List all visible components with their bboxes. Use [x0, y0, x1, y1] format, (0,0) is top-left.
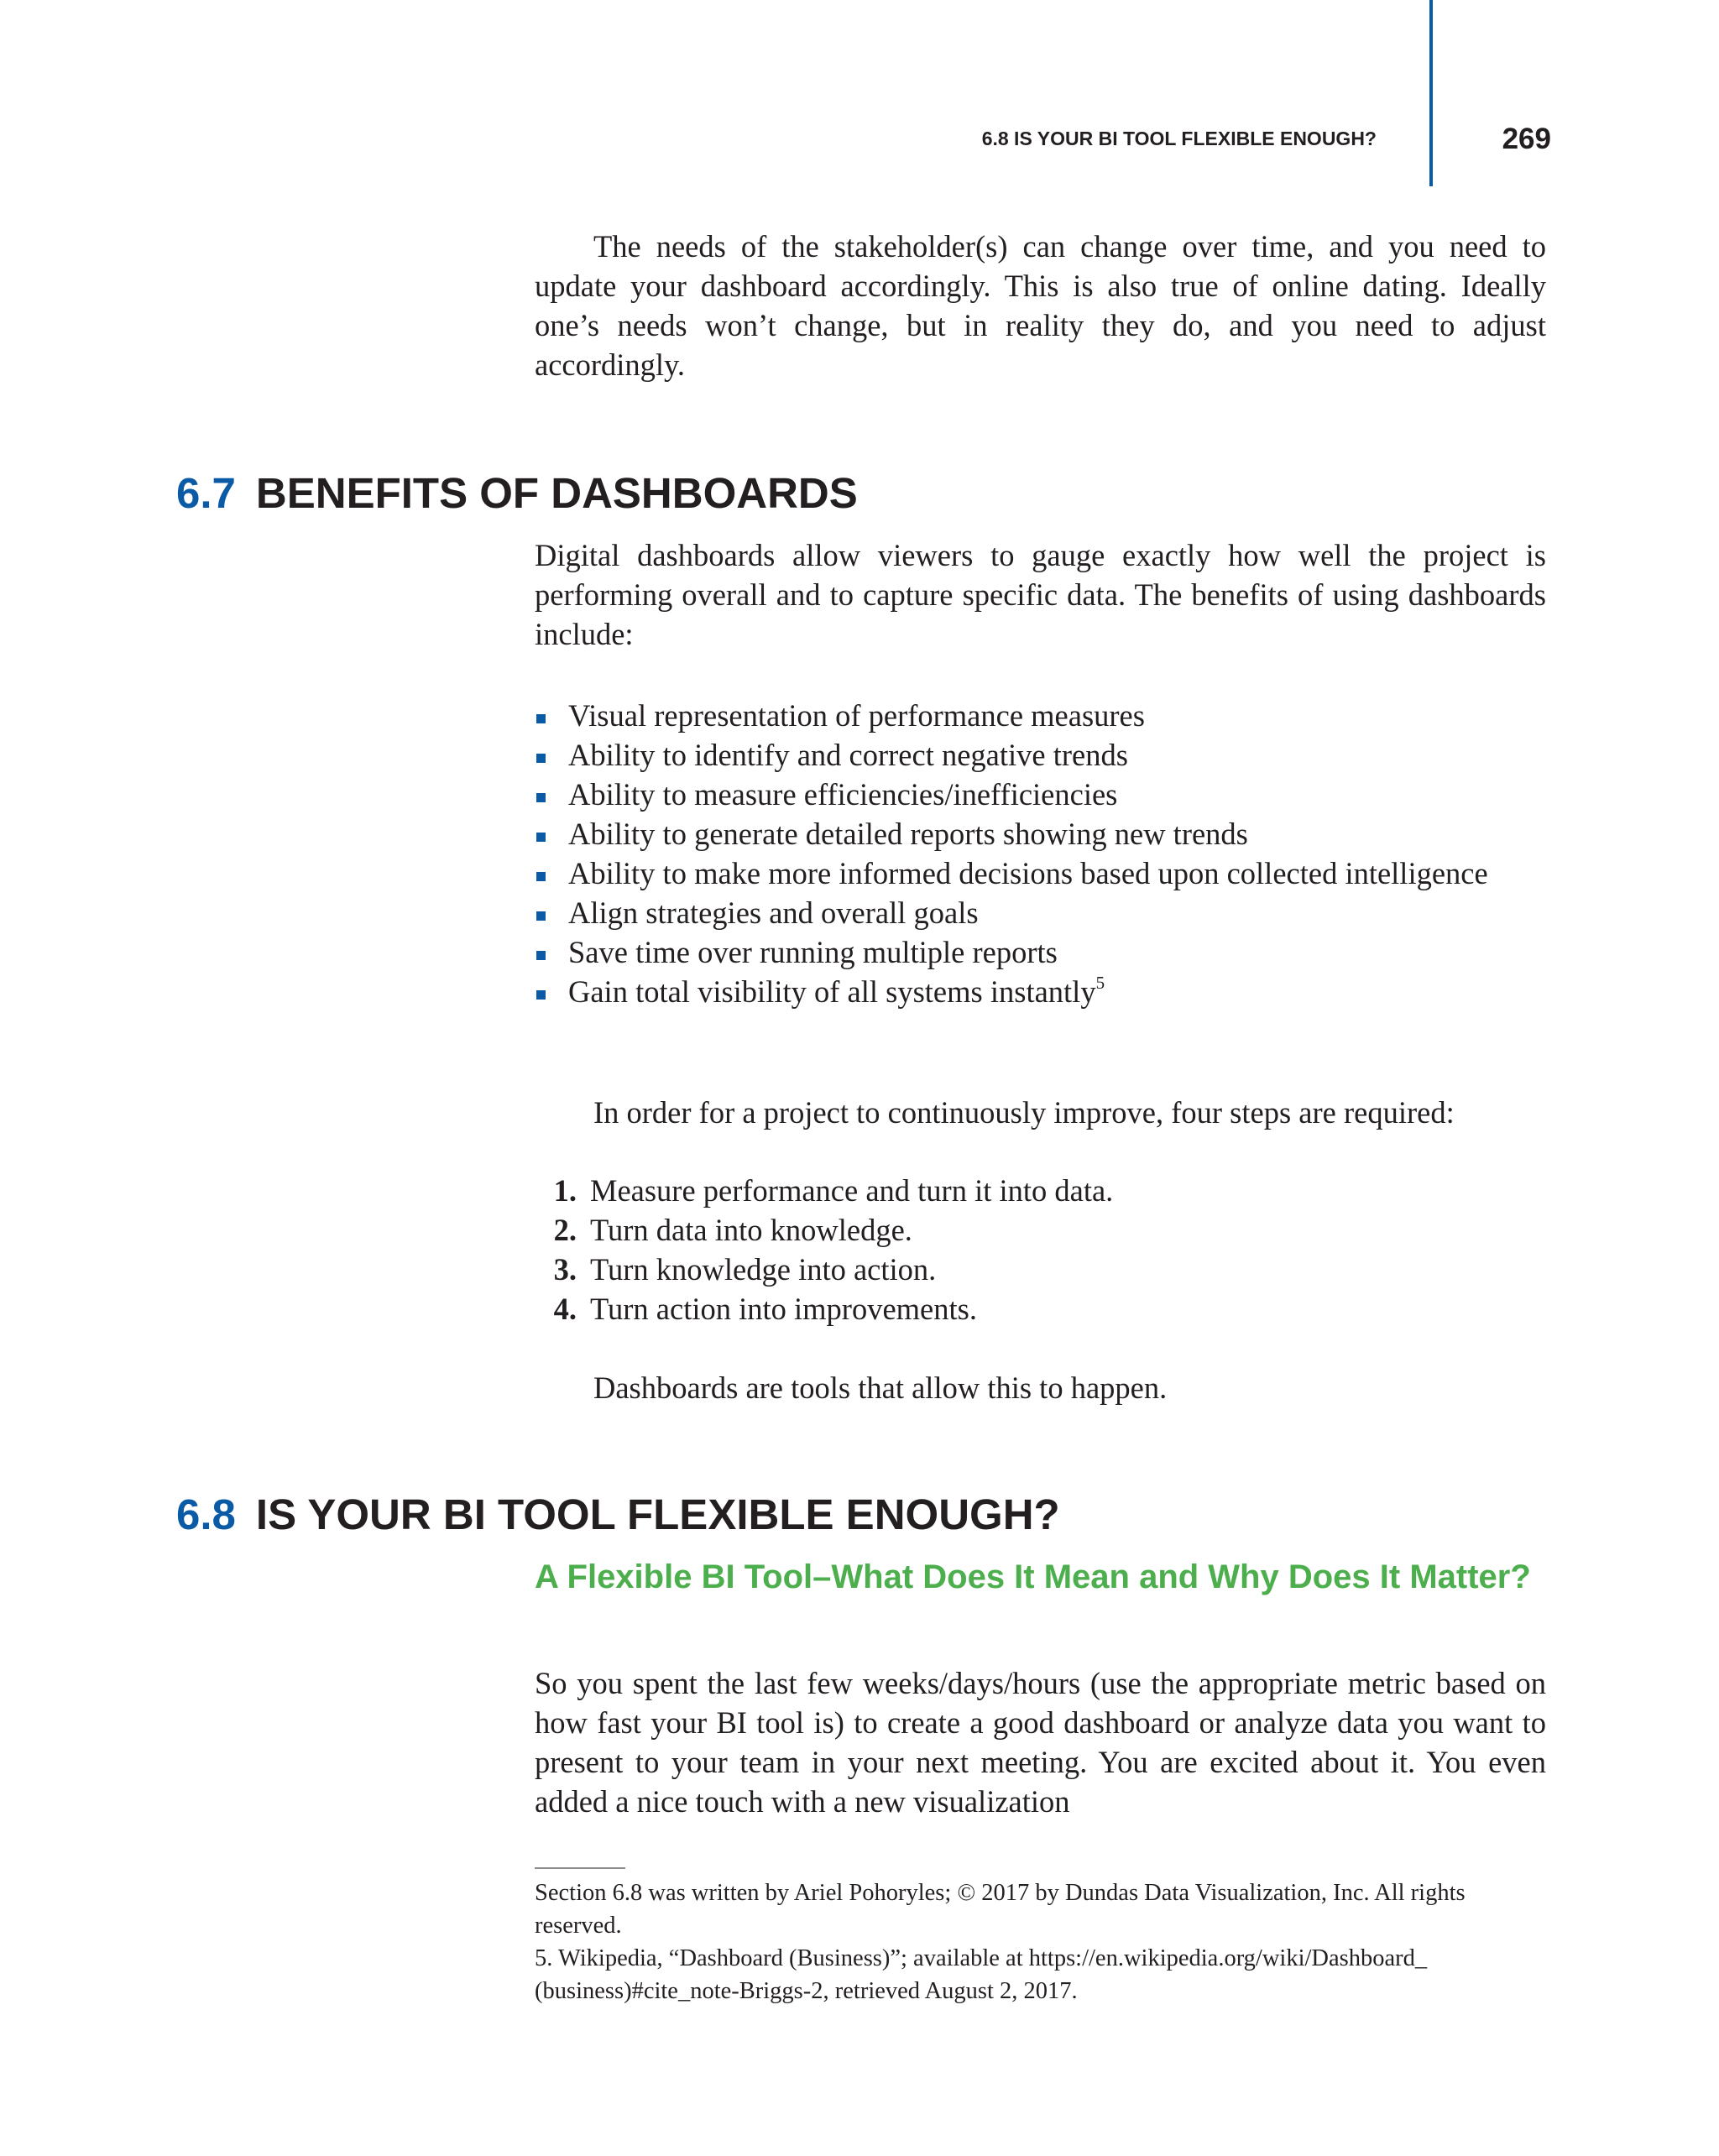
list-item	[535, 1289, 1546, 1329]
list-item	[535, 814, 1546, 854]
intro-paragraph: The needs of the stakeholder(s) can change over time, and you need to update your dashboard accordingly. This is also true of online dating. Ideally one’s needs won’t change, but in reality they do, and you need to adjust accordingly.	[535, 229, 1546, 382]
footnote-attribution: Section 6.8 was written by Ariel Pohoryles; © 2017 by Dundas Data Visualization, Inc. All rights reserved.	[535, 1880, 1466, 1939]
list-item-text: Ability to generate detailed reports showing new trends	[568, 817, 1248, 851]
step-text: Turn knowledge into action.	[590, 1252, 937, 1287]
bullet-square-icon	[536, 990, 546, 1000]
footnote-5: 5. Wikipedia, “Dashboard (Business)”; available at https://en.wikipedia.org/wiki/Dashboard_ (business)#cite_note-Briggs-2, retrieved August 2, 2017.	[535, 1945, 1428, 2004]
list-item	[535, 1210, 1546, 1250]
list-item	[535, 696, 1546, 735]
subheading: A Flexible BI Tool–What Does It Mean and Why Does It Matter?	[535, 1558, 1531, 1595]
bullet-square-icon	[536, 714, 546, 723]
bullet-square-icon	[536, 754, 546, 763]
section-title: BENEFITS OF DASHBOARDS	[255, 469, 858, 517]
bullet-square-icon	[536, 951, 546, 960]
step-text: Turn action into improvements.	[590, 1292, 977, 1326]
list-item	[535, 893, 1546, 932]
section-heading-6-7	[176, 468, 1553, 519]
step-number: 1.	[553, 1173, 577, 1208]
list-item	[535, 735, 1546, 775]
running-head-rule	[1429, 0, 1433, 186]
bullet-square-icon	[536, 793, 546, 802]
page-number: 269	[1502, 123, 1551, 155]
list-item-text: Visual representation of performance measures	[568, 698, 1145, 733]
step-text: Measure performance and turn it into data.	[590, 1173, 1114, 1208]
list-item-text: Ability to measure efficiencies/inefficiencies	[568, 777, 1118, 812]
closing-paragraph: Dashboards are tools that allow this to happen.	[593, 1370, 1168, 1405]
section-title: IS YOUR BI TOOL FLEXIBLE ENOUGH?	[255, 1490, 1060, 1538]
list-item-text: Align strategies and overall goals	[568, 895, 979, 930]
list-item-text: Gain total visibility of all systems instantly	[568, 974, 1096, 1009]
section-number: 6.7	[176, 469, 236, 517]
step-number: 3.	[553, 1252, 577, 1287]
section-number: 6.8	[176, 1490, 236, 1538]
steps-list	[535, 1171, 1546, 1329]
footnote-reference[interactable]: 5	[1095, 973, 1105, 993]
list-item	[535, 1250, 1546, 1289]
section-6-8-paragraph: So you spent the last few weeks/days/hours (use the appropriate metric based on how fast your BI tool is) to create a good dashboard or analyze data you want to present to your team in your next meeting. You are excited about it. You even added a nice touch with a new visualization	[535, 1666, 1546, 1819]
list-item-text: Ability to identify and correct negative trends	[568, 738, 1128, 772]
list-item	[535, 854, 1546, 893]
bullet-square-icon	[536, 872, 546, 881]
bullet-square-icon	[536, 833, 546, 842]
list-item	[535, 932, 1546, 972]
list-item-text: Save time over running multiple reports	[568, 935, 1058, 969]
step-number: 2.	[553, 1213, 577, 1247]
step-number: 4.	[553, 1292, 577, 1326]
benefits-list	[535, 696, 1546, 1011]
steps-intro: In order for a project to continuously improve, four steps are required:	[593, 1095, 1455, 1130]
list-item	[535, 1171, 1546, 1210]
bullet-square-icon	[536, 911, 546, 921]
running-head-title: 6.8 IS YOUR BI TOOL FLEXIBLE ENOUGH?	[981, 128, 1377, 149]
list-item-text: Ability to make more informed decisions based upon collected intelligence	[568, 856, 1488, 890]
step-text: Turn data into knowledge.	[590, 1213, 912, 1247]
list-item	[535, 775, 1546, 814]
section-6-7-intro: Digital dashboards allow viewers to gauge exactly how well the project is performing overall and to capture specific data. The benefits of using dashboards include:	[535, 538, 1546, 651]
list-item	[535, 972, 1546, 1011]
section-heading-6-8	[176, 1490, 1553, 1540]
footnote-divider	[535, 1867, 625, 1869]
